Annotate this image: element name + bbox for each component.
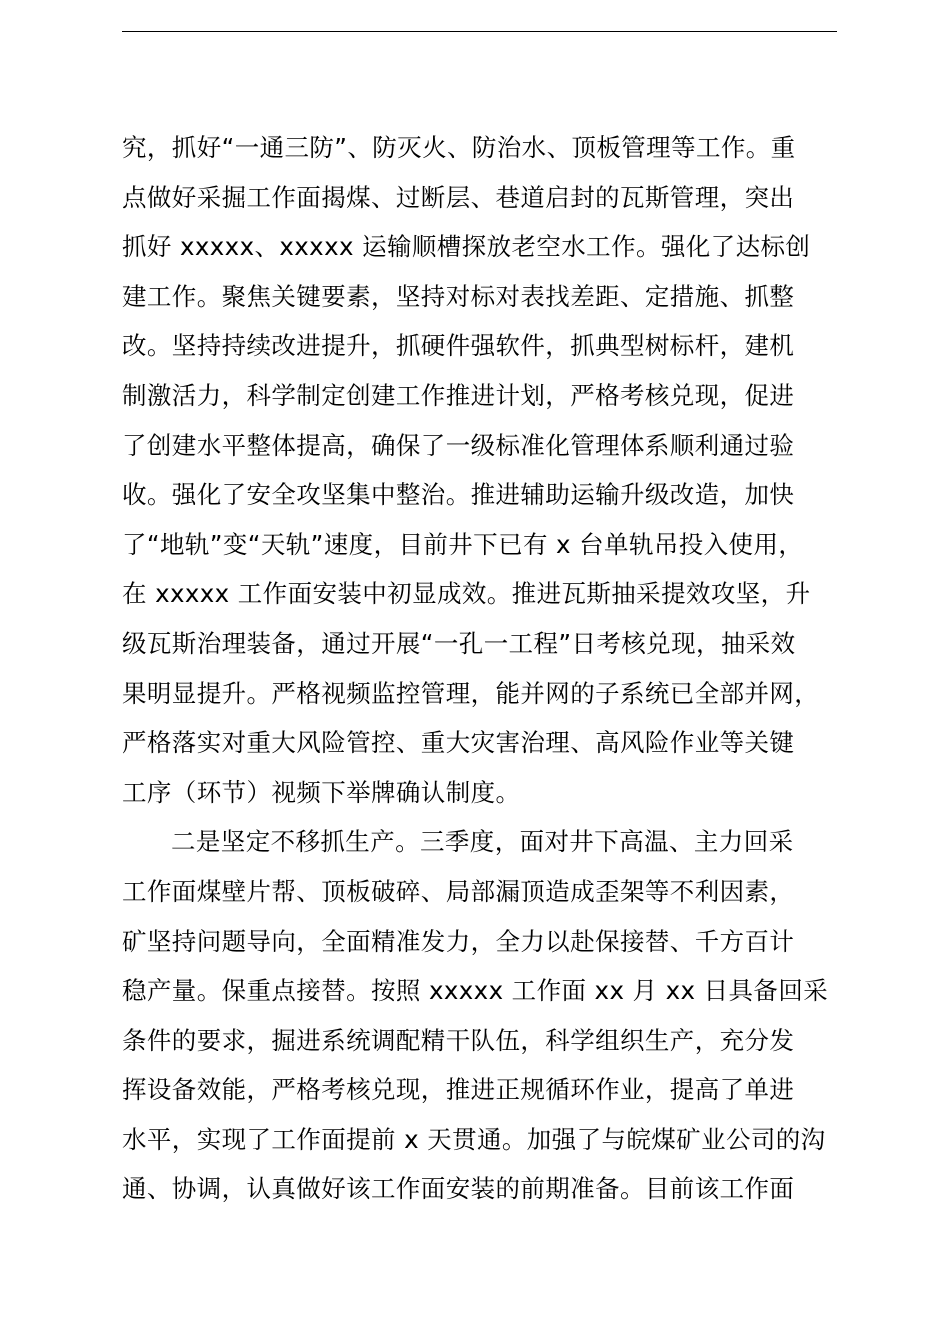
text-line: 挥设备效能，严格考核兑现，推进正规循环作业，提高了单进 — [122, 1075, 795, 1105]
document-body — [122, 128, 882, 1219]
paragraph-start-line: 二是坚定不移抓生产。三季度，面对井下高温、主力回采 — [171, 827, 794, 857]
text-line: 矿坚持问题导向，全面精准发力，全力以赴保接替、千方百计 — [122, 926, 795, 956]
text-line: 改。坚持持续改进提升，抓硬件强软件，抓典型树标杆，建机 — [122, 331, 795, 361]
text-line: 建工作。聚焦关键要素，坚持对标对表找差距、定措施、抓整 — [122, 281, 795, 311]
text-line: 抓好 xxxxx、xxxxx 运输顺槽探放老空水工作。强化了达标创 — [122, 232, 811, 262]
text-line: 严格落实对重大风险管控、重大灾害治理、高风险作业等关键 — [122, 728, 795, 758]
text-line: 水平，实现了工作面提前 x 天贯通。加强了与皖煤矿业公司的沟 — [122, 1124, 826, 1154]
text-line: 在 xxxxx 工作面安装中初显成效。推进瓦斯抽采提效攻坚，升 — [122, 579, 811, 609]
text-line: 稳产量。保重点接替。按照 xxxxx 工作面 xx 月 xx 日具备回采 — [122, 976, 829, 1006]
text-line: 条件的要求，掘进系统调配精干队伍，科学组织生产，充分发 — [122, 1025, 795, 1055]
text-line: 级瓦斯治理装备，通过开展“一孔一工程”日考核兑现，抽采效 — [122, 628, 796, 658]
text-line: 通、协调，认真做好该工作面安装的前期准备。目前该工作面 — [122, 1174, 795, 1204]
text-line: 点做好采掘工作面揭煤、过断层、巷道启封的瓦斯管理，突出 — [122, 182, 795, 212]
text-line: 了创建水平整体提高，确保了一级标准化管理体系顺利通过验 — [122, 430, 795, 460]
header-rule — [122, 31, 837, 32]
text-line: 工作面煤壁片帮、顶板破碎、局部漏顶造成歪架等不利因素， — [122, 876, 795, 906]
text-line: 究，抓好“一通三防”、防灭火、防治水、顶板管理等工作。重 — [122, 133, 796, 162]
text-line: 了“地轨”变“天轨”速度，目前井下已有 x 台单轨吊投入使用， — [122, 529, 804, 559]
text-line: 工序（环节）视频下举牌确认制度。 — [122, 777, 521, 807]
text-line: 果明显提升。严格视频监控管理，能并网的子系统已全部并网， — [122, 678, 820, 708]
text-line: 制激活力，科学制定创建工作推进计划，严格考核兑现，促进 — [122, 380, 795, 410]
text-line: 收。强化了安全攻坚集中整治。推进辅助运输升级改造，加快 — [122, 480, 795, 510]
